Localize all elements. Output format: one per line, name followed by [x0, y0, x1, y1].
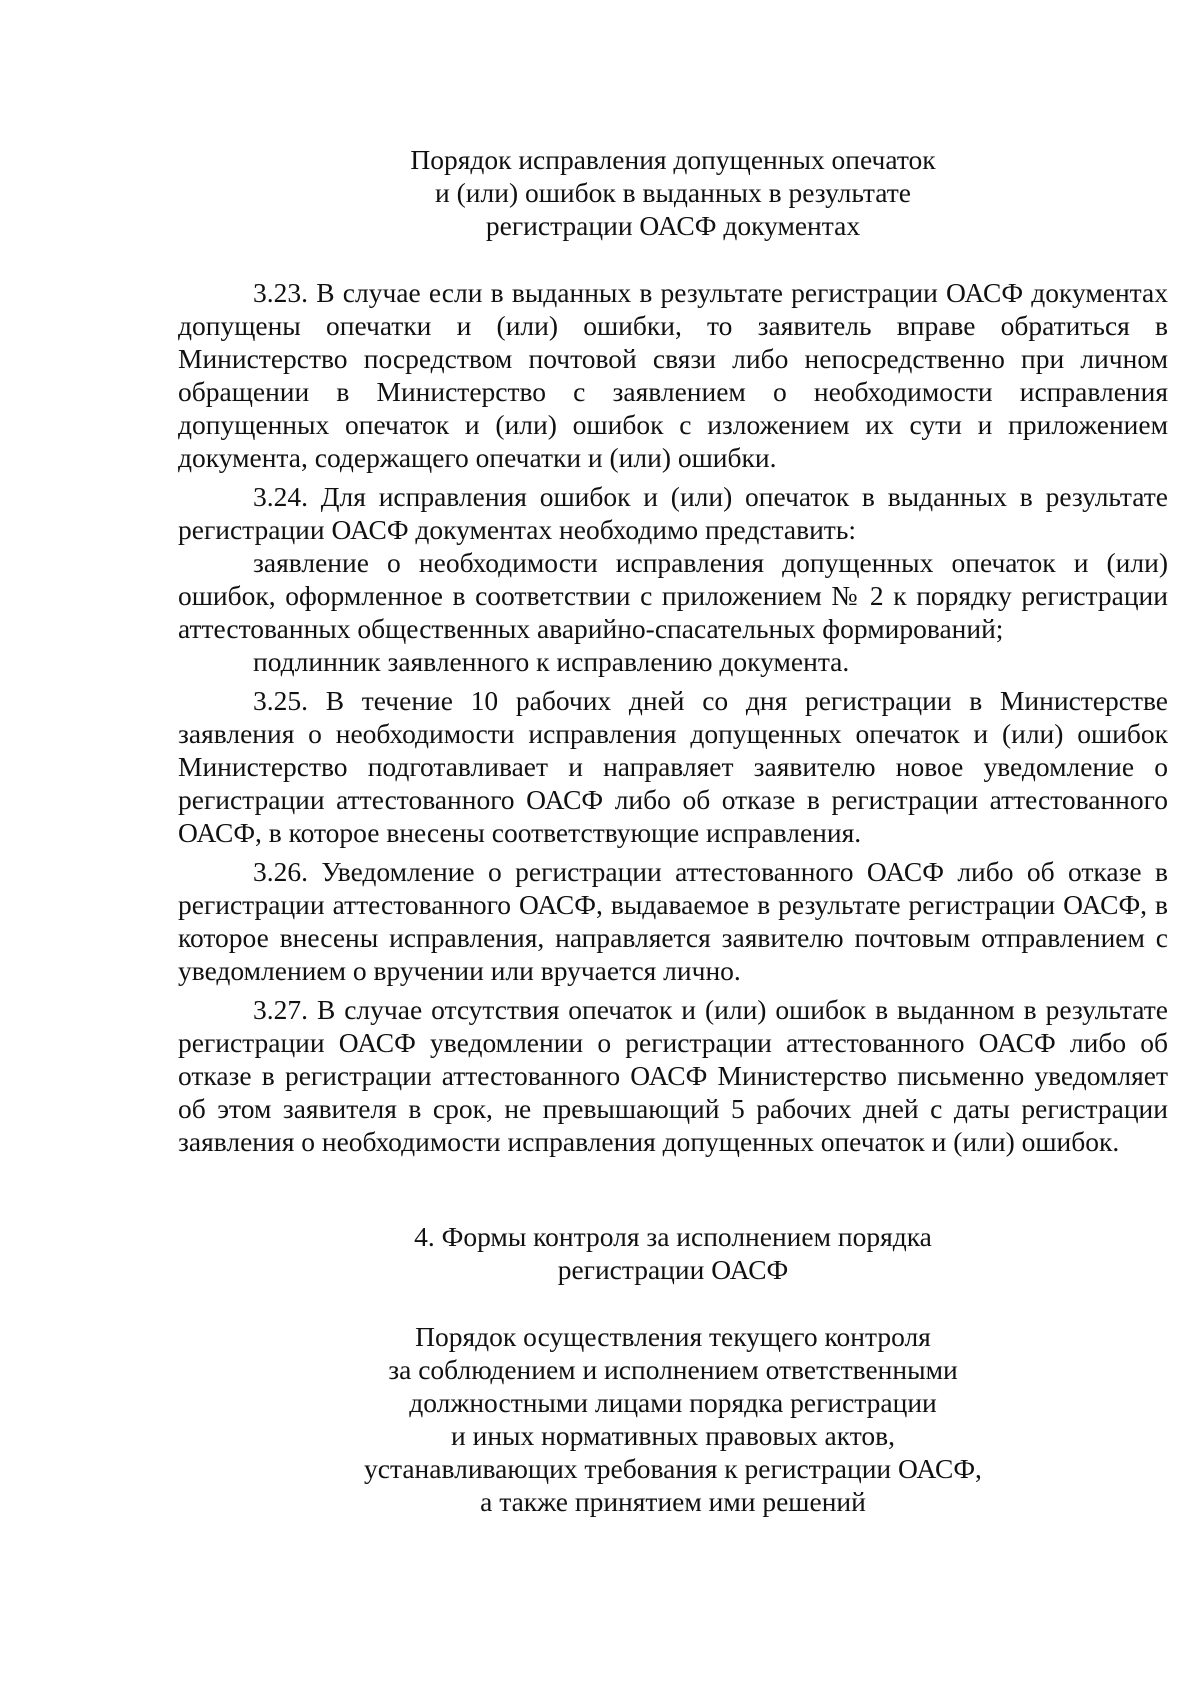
heading-line: и иных нормативных правовых актов, — [451, 1420, 895, 1451]
subsection-heading-current-control — [178, 1320, 1168, 1518]
heading-line: а также принятием ими решений — [480, 1486, 866, 1517]
document-body — [178, 143, 1168, 1518]
heading-line: 4. Формы контроля за исполнением порядка — [414, 1221, 932, 1252]
heading-line: за соблюдением и исполнением ответственными — [388, 1354, 958, 1385]
section-heading-typo-correction — [178, 143, 1168, 242]
paragraph-3-24-item-original: подлинник заявленного к исправлению документа. — [253, 646, 850, 677]
heading-line: регистрации ОАСФ — [557, 1254, 789, 1285]
heading-line: и (или) ошибок в выданных в результате — [435, 177, 911, 208]
heading-line: регистрации ОАСФ документах — [485, 210, 861, 241]
paragraph-3-27: 3.27. В случае отсутствия опечаток и (или) ошибок в выданном в результате регистрации ОАСФ уведомлении о регистрации аттестованного ОАСФ либо об отказе в регистрации аттестованного ОАСФ Министерство письменно уведомляет об этом заявителя в срок, не превышающий 5 рабочих дней с даты регистрации заявления о необходимости исправления допущенных опечаток и (или) ошибок. — [178, 994, 1168, 1157]
heading-line: устанавливающих требования к регистрации ОАСФ, — [364, 1453, 982, 1484]
paragraph-3-25: 3.25. В течение 10 рабочих дней со дня регистрации в Министерстве заявления о необходимости исправления допущенных опечаток и (или) ошибок Министерство подготавливает и направляет заявителю новое уведомление о регистрации аттестованного ОАСФ либо об отказе в регистрации аттестованного ОАСФ, в которое внесены соответствующие исправления. — [178, 685, 1168, 848]
heading-line: должностными лицами порядка регистрации — [409, 1387, 937, 1418]
paragraph-3-23: 3.23. В случае если в выданных в результате регистрации ОАСФ документах допущены опечатки и (или) ошибки, то заявитель вправе обратиться в Министерство посредством почтовой связи либо непосредственно при личном обращении в Министерство с заявлением о необходимости исправления допущенных опечаток и (или) ошибок с изложением их сути и приложением документа, содержащего опечатки и (или) ошибки. — [178, 277, 1168, 473]
section-heading-control-forms — [178, 1220, 1168, 1286]
heading-line: Порядок исправления допущенных опечаток — [410, 144, 936, 175]
paragraph-3-24-item-application: заявление о необходимости исправления допущенных опечаток и (или) ошибок, оформленное в соответствии с приложением № 2 к порядку регистрации аттестованных общественных аварийно-спасательных формирований; — [178, 547, 1168, 644]
heading-line: Порядок осуществления текущего контроля — [415, 1321, 931, 1352]
paragraph-3-26: 3.26. Уведомление о регистрации аттестованного ОАСФ либо об отказе в регистрации аттестованного ОАСФ, выдаваемое в результате регистрации ОАСФ, в которое внесены исправления, направляется заявителю почтовым отправлением с уведомлением о вручении или вручается лично. — [178, 856, 1168, 986]
paragraph-3-24: 3.24. Для исправления ошибок и (или) опечаток в выданных в результате регистрации ОАСФ документах необходимо представить: — [178, 481, 1168, 545]
